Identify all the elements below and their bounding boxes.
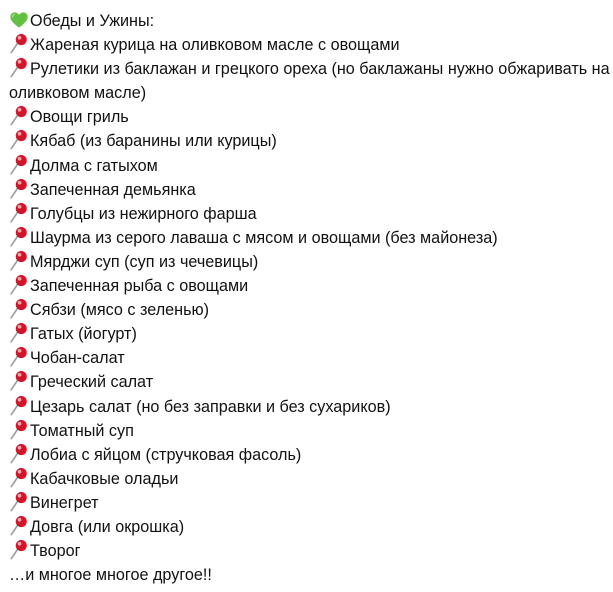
round-pushpin-icon bbox=[9, 322, 30, 343]
green-heart-icon bbox=[9, 10, 29, 30]
post-heading: Обеды и Ужины: bbox=[30, 12, 155, 30]
list-item-text: Цезарь салат (но без заправки и без сухариков) bbox=[30, 397, 391, 416]
list-item-text: Винегрет bbox=[30, 493, 99, 512]
round-pushpin-icon bbox=[9, 467, 30, 488]
round-pushpin-icon bbox=[9, 57, 30, 78]
list-item-text: Сябзи (мясо с зеленью) bbox=[30, 301, 210, 320]
round-pushpin-icon bbox=[9, 298, 30, 319]
list-item-text: Голубцы из нежирного фарша bbox=[30, 204, 257, 223]
list-item-text: Запеченная рыба с овощами bbox=[30, 277, 249, 296]
round-pushpin-icon bbox=[9, 226, 30, 247]
round-pushpin-icon bbox=[9, 395, 30, 416]
list-item-text: Шаурма из серого лаваша с мясом и овощами (без майонеза) bbox=[30, 228, 498, 247]
round-pushpin-icon bbox=[9, 129, 30, 150]
round-pushpin-icon bbox=[9, 370, 30, 391]
list-item-text: Лобиа с яйцом (стручковая фасоль) bbox=[30, 445, 302, 464]
list-item-text: Запеченная демьянка bbox=[30, 180, 196, 199]
round-pushpin-icon bbox=[9, 491, 30, 512]
round-pushpin-icon bbox=[9, 443, 30, 464]
list-item bbox=[9, 202, 612, 226]
list-item bbox=[9, 346, 612, 370]
list-item-text: Творог bbox=[30, 542, 81, 561]
list-item bbox=[9, 491, 612, 515]
list-item-text: Греческий салат bbox=[30, 373, 154, 392]
list-item bbox=[9, 467, 612, 491]
list-item-text: Овощи гриль bbox=[30, 108, 129, 127]
list-item bbox=[9, 154, 612, 178]
round-pushpin-icon bbox=[9, 539, 30, 560]
list-item-text: Чобан-салат bbox=[30, 349, 125, 368]
list-item-text: Томатный суп bbox=[30, 421, 134, 440]
list-item bbox=[9, 178, 612, 202]
list-item bbox=[9, 443, 612, 467]
list-item bbox=[9, 33, 612, 57]
round-pushpin-icon bbox=[9, 178, 30, 199]
round-pushpin-icon bbox=[9, 346, 30, 367]
list-item bbox=[9, 419, 612, 443]
round-pushpin-icon bbox=[9, 250, 30, 271]
round-pushpin-icon bbox=[9, 274, 30, 295]
list-item bbox=[9, 298, 612, 322]
list-item bbox=[9, 129, 612, 153]
list-item bbox=[9, 370, 612, 394]
list-item bbox=[9, 105, 612, 129]
list-item bbox=[9, 395, 612, 419]
dish-list bbox=[9, 33, 612, 563]
list-item-text: Долма с гатыхом bbox=[30, 156, 158, 175]
post-heading-line bbox=[9, 9, 612, 33]
list-item bbox=[9, 250, 612, 274]
post-footer-line bbox=[9, 563, 612, 587]
list-item-text: Жареная курица на оливковом масле с овощами bbox=[30, 36, 400, 55]
list-item-text: Кабачковые оладьи bbox=[30, 469, 179, 488]
round-pushpin-icon bbox=[9, 515, 30, 536]
list-item-text: Рулетики из баклажан и грецкого ореха (но баклажаны нужно обжаривать на оливковом масле) bbox=[9, 60, 610, 103]
list-item bbox=[9, 226, 612, 250]
list-item bbox=[9, 539, 612, 563]
list-item bbox=[9, 322, 612, 346]
list-item bbox=[9, 57, 612, 105]
list-item-text: Мярджи суп (суп из чечевицы) bbox=[30, 252, 259, 271]
round-pushpin-icon bbox=[9, 33, 30, 54]
list-item-text: Кябаб (из баранины или курицы) bbox=[30, 132, 277, 151]
post-footer: …и многое многое другое!! bbox=[9, 566, 212, 585]
round-pushpin-icon bbox=[9, 419, 30, 440]
round-pushpin-icon bbox=[9, 154, 30, 175]
list-item-text: Гатых (йогурт) bbox=[30, 325, 137, 344]
list-item bbox=[9, 274, 612, 298]
round-pushpin-icon bbox=[9, 202, 30, 223]
list-item-text: Довга (или окрошка) bbox=[30, 517, 185, 536]
round-pushpin-icon bbox=[9, 105, 30, 126]
list-item bbox=[9, 515, 612, 539]
